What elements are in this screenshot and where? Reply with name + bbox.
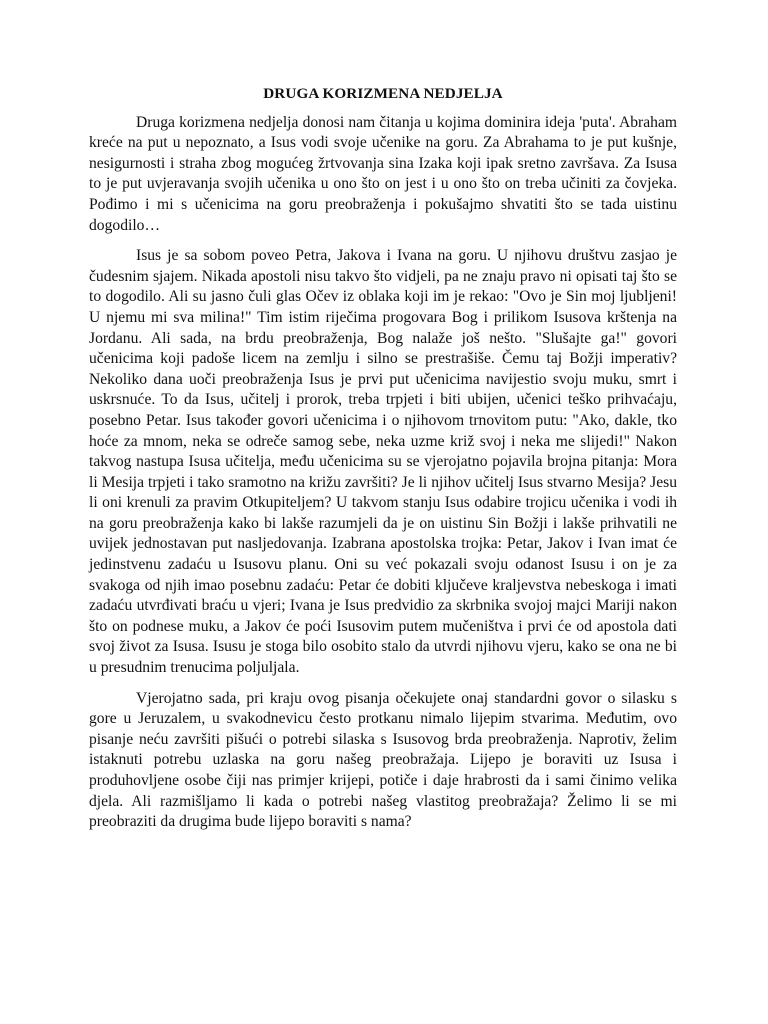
paragraph-2: Isus je sa sobom poveo Petra, Jakova i Ivana na goru. U njihovu društvu zasjao je čudesnim sjajem. Nikada apostoli nisu takvo što vidjeli, pa ne znaju pravo ni opisati taj što se to dogodilo. Ali su jasno čuli glas Očev iz oblaka koji im je rekao: "Ovo je Sin moj ljubljeni! U njemu mi sva milina!" Tim istim riječima progovara Bog i prilikom Isusova krštenja na Jordanu. Ali sada, na brdu preobraženja, Bog nalaže još nešto. "Slušajte ga!" govori učenicima koji padoše licem na zemlju i silno se prestrašiše. Čemu taj Božji imperativ? Nekoliko dana uoči preobraženja Isus je prvi put učenicima navijestio svoju muku, smrt i uskrsnuće. To da Isus, učitelj i prorok, treba trpjeti i biti ubijen, učenici teško prihvaćaju, posebno Petar. Isus također govori učenicima i o njihovom trnovitom putu: "Ako, dakle, tko hoće za mnom, neka se odreče samog sebe, neka uzme križ svoj i neka me slijedi!" Nakon takvog nastupa Isusa učitelja, među učenicima su se vjerojatno pojavila brojna pitanja: Mora li Mesija trpjeti i tako sramotno na križu završiti? Je li njihov učitelj Isus stvarno Mesija? Jesu li oni krenuli za pravim Otkupiteljem? U takvom stanju Isus odabire trojicu učenika i vodi ih na goru preobraženja kako bi lakše razumjeli da je on uistinu Sin Božji i lakše prihvatili ne uvijek jednostavan put nasljedovanja. Izabrana apostolska trojka: Petar, Jakov i Ivan imat će jedinstvenu zadaću u Isusovu planu. Oni su već pokazali svoju odanost Isusu i on je za svakoga od njih imao posebnu zadaću: Petar će dobiti ključeve kraljevstva nebeskoga i imati zadaću utvrđivati braću u vjeri; Ivana je Isus predvidio za skrbnika svojoj majci Mariji nakon što on podnese muku, a Jakov će poći Isusovim putem mučeništva i prvi će od apostola dati svoj život za Isusa. Isusu je stoga bilo osobito stalo da utvrdi njihovu vjeru, kako se ona ne bi u presudnim trenucima poljuljala.	[89, 247, 677, 677]
document-body	[89, 84, 677, 843]
paragraph-1: Druga korizmena nedjelja donosi nam čitanja u kojima dominira ideja 'puta'. Abraham kreće na put u nepoznato, a Isus vodi svoje učenike na goru. Za Abrahama to je put kušnje, nesigurnosti i straha zbog mogućeg žrtvovanja sina Izaka koji ipak sretno završava. Za Isusa to je put uvjeravanja svojih učenika u ono što on jest i u ono što on treba učiniti za čovjeka. Pođimo i mi s učenicima na goru preobraženja i pokušajmo shvatiti što se tada uistinu dogodilo…	[89, 113, 677, 234]
paragraph-3: Vjerojatno sada, pri kraju ovog pisanja očekujete onaj standardni govor o silasku s gore u Jeruzalem, u svakodnevicu često protkanu nimalo lijepim stvarima. Međutim, ovo pisanje neću završiti pišući o potrebi silaska s Isusovog brda preobraženja. Naprotiv, želim istaknuti potrebu uzlaska na goru našeg preobražaja. Lijepo je boraviti uz Isusa i produhovljene osobe čiji nas primjer krijepi, potiče i daje hrabrosti da i sami činimo velika djela. Ali razmišljamo li kada o potrebi našeg vlastitog preobražaja? Želimo li se mi preobraziti da drugima bude lijepo boraviti s nama?	[89, 689, 677, 831]
document-title: DRUGA KORIZMENA NEDJELJA	[263, 85, 503, 102]
